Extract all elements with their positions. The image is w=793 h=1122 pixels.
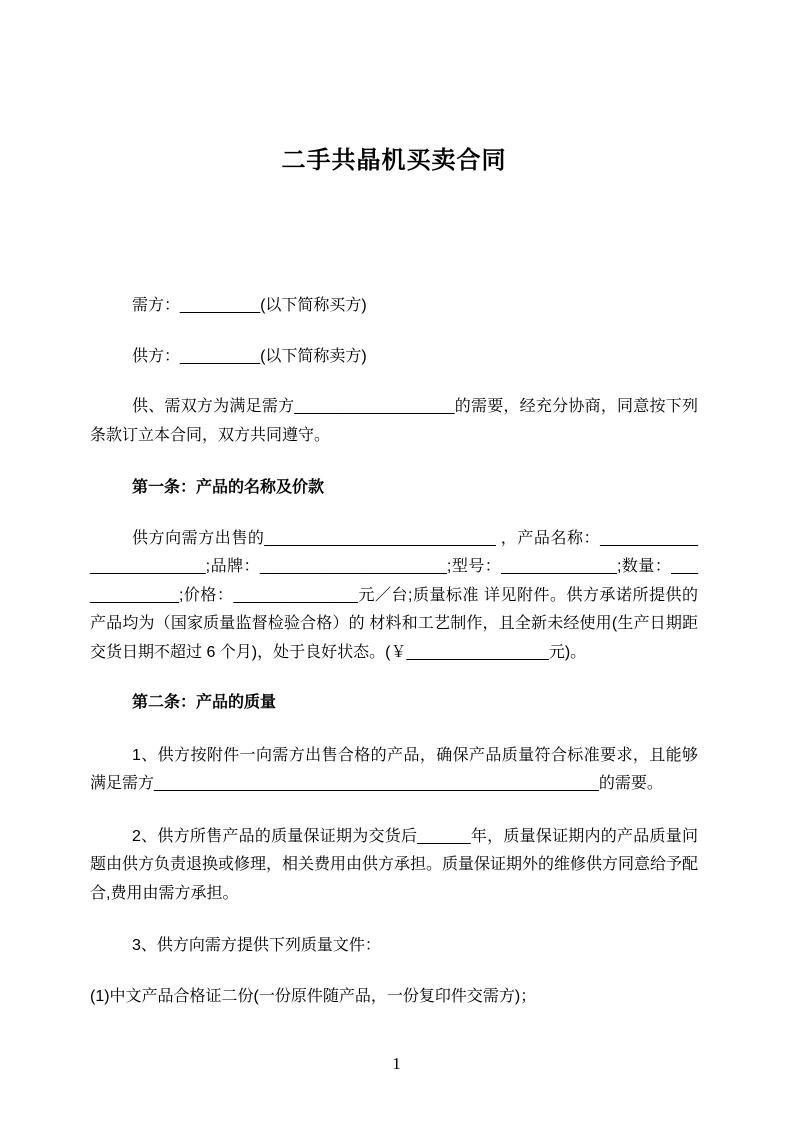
page-number: 1 [392, 1054, 401, 1073]
article1-body: 供方向需方出售的__________________________ ，产品名称：________________________;品牌：_____________________;型号：_____________;数量：_____________;价格：______________元／台;质量标准 详见附件。供方承诺所提供的产品均为（国家质量监督检验合格）的 材料和工艺制作，且全新未经使用(生产日期距交货日期不超过 6 个月)，处于良好状态。(￥________________元)。 [90, 529, 698, 661]
article2-item1: 1、供方按附件一向需方出售合格的产品，确保产品质量符合标准要求，且能够满足需方__________________________________________________的需要。 [90, 746, 698, 792]
seller-line: 供方：_________(以下简称卖方) [132, 347, 367, 365]
page-title: 二手共晶机买卖合同 [281, 147, 507, 174]
buyer-line: 需方：_________(以下简称买方) [132, 297, 367, 314]
article2-item3-sub1: (1)中文产品合格证二份(一份原件随产品，一份复印件交需方)； [90, 987, 537, 1005]
article1-heading: 第一条：产品的名称及价款 [132, 479, 325, 496]
article2-item2: 2、供方所售产品的质量保证期为交货后______年，质量保证期内的产品质量问题由供方负责退换或修理，相关费用由供方承担。质量保证期外的维修供方同意给予配合,费用由需方承担。 [90, 827, 699, 902]
intro-paragraph: 供、需双方为满足需方__________________的需要，经充分协商，同意按下列条款订立本合同，双方共同遵守。 [90, 398, 698, 444]
article2-item3: 3、供方向需方提供下列质量文件： [132, 937, 381, 954]
article2-heading: 第二条：产品的质量 [132, 694, 277, 711]
